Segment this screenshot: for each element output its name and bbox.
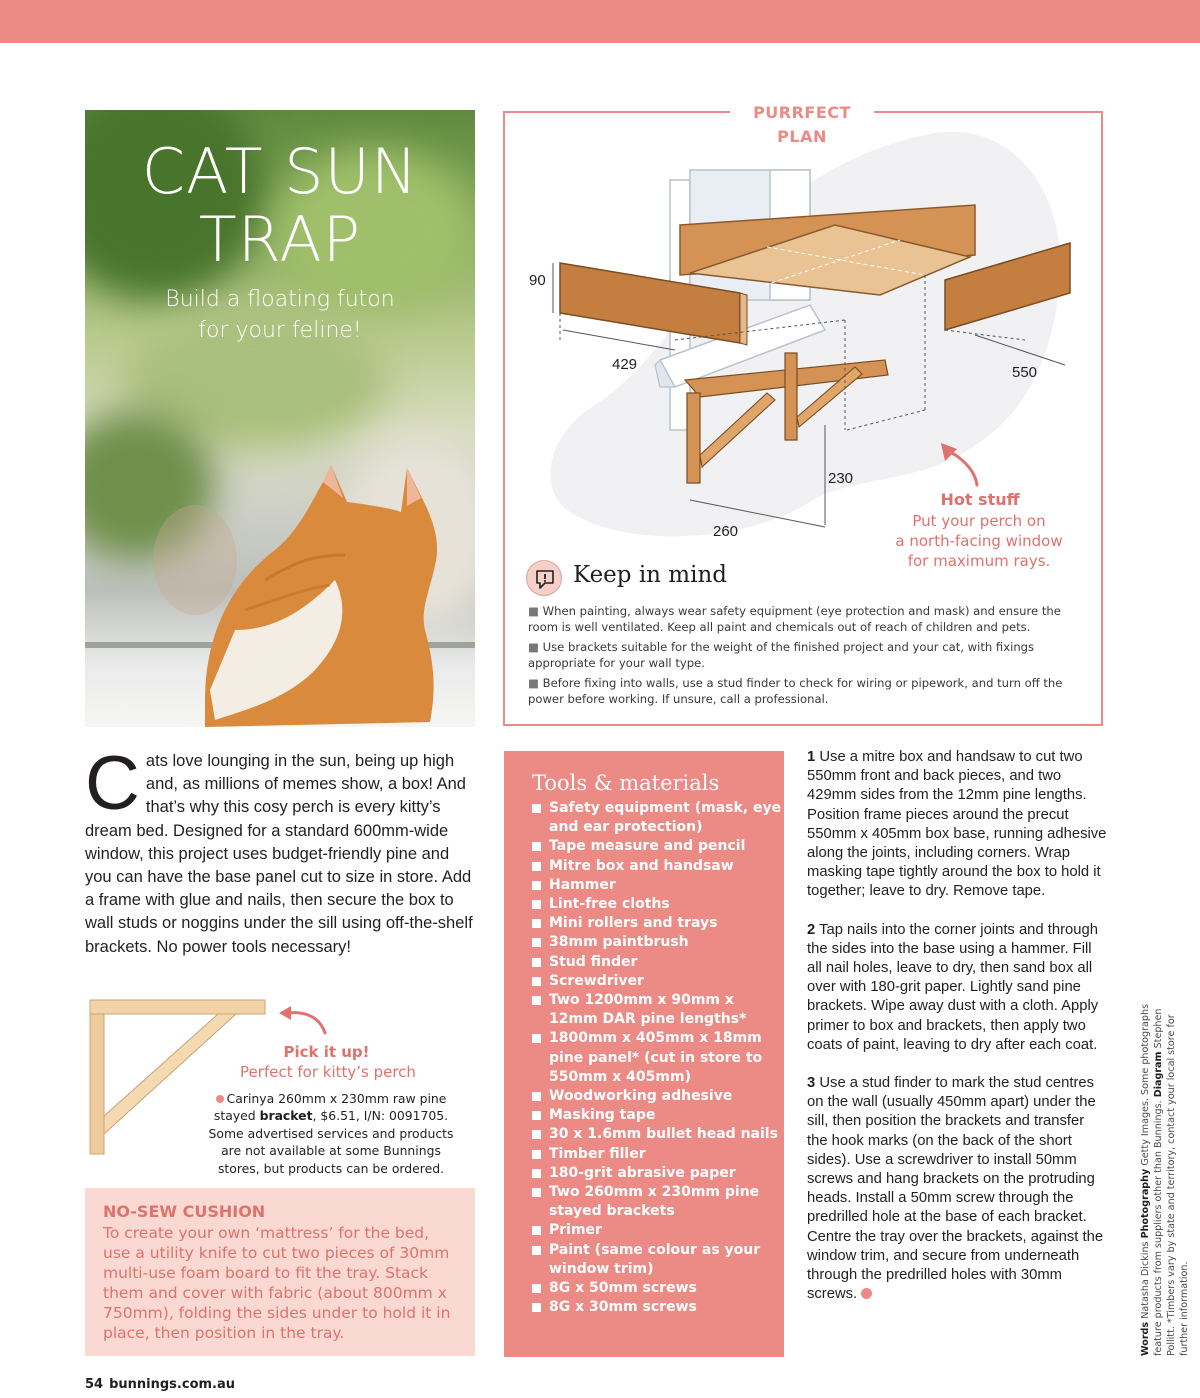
tool-item: Masking tape [532,1106,782,1125]
tool-item: Tape measure and pencil [532,837,782,856]
end-mark-icon [861,1288,872,1299]
dim-bracket-height: 230 [828,470,854,487]
keep-in-mind-item: ■ When painting, always wear safety equipment (eye protection and mask) and ensure the room is well ventilated. Keep all paint and chemicals out of reach of children and pets. [528,603,1088,635]
hero-title-line-1: CAT SUN [141,135,419,208]
tool-item: 30 x 1.6mm bullet head nails [532,1125,782,1144]
step-number: 1 [807,749,816,765]
tool-item: Timber filler [532,1145,782,1164]
step-number: 3 [807,1075,816,1092]
tool-item: Mini rollers and trays [532,914,782,933]
credit-photo: Getty Images. Some photographs feature products from suppliers other than Bunnings. [1140,1003,1164,1356]
tool-item: Hammer [532,876,782,895]
keep-in-mind-item: ■ Before fixing into walls, use a stud finder to check for wiring or pipework, and turn off the power before working. If unsure, call a professional. [528,675,1088,707]
no-sew-cushion-box [85,1188,475,1356]
front-panel-edge [740,293,747,345]
hero-subtitle-line-1: Build a floating futon [165,287,395,312]
plan-label: PURRFECT PLAN [730,101,874,125]
product-desc-post: , $6.51, I/N: 0091705. [312,1108,449,1124]
cushion-title: NO-SEW CUSHION [103,1202,266,1221]
hot-stuff-line-2: a north-facing window [895,532,1063,550]
drop-cap: C [85,741,140,826]
tool-item: 38mm paintbrush [532,933,782,952]
tool-item: Mitre box and handsaw [532,857,782,876]
dim-length: 550 [1012,364,1038,381]
step-text: Use a stud finder to mark the stud centres on the wall (usually 450mm apart) under the sill, then position the brackets and transfer the hook marks (on the back of the short sides). Use a screwdriver to install 50mm screws and hang brackets on the protruding heads. Install a 50mm screw through the predrilled hole at the base of each bracket. Centre the tray over the brackets, against the window trim, and secure from underneath through the predrilled holes with 30mm screws. [807,1075,1104,1303]
hot-stuff-title: Hot stuff [940,490,1020,509]
tools-title: Tools & materials [532,771,720,795]
dim-side: 429 [612,356,638,373]
exclamation-speech-icon [526,560,562,596]
intro-paragraph [85,741,475,959]
tool-item: Paint (same colour as your window trim) [532,1241,782,1279]
bullet-dot-icon [216,1095,224,1103]
tool-item: Two 1200mm x 90mm x 12mm DAR pine lengths* [532,991,782,1029]
tool-item: 8G x 30mm screws [532,1298,782,1317]
product-desc-bold: bracket [259,1108,313,1124]
step-2 [807,921,1107,1055]
hero-subtitle-line-2: for your feline! [198,318,362,343]
product-desc-pre: Carinya 260mm x 230mm raw pine stayed [213,1091,447,1124]
credit-words-label: Words [1140,1321,1151,1356]
cushion-body: To create your own ‘mattress’ for the bed, use a utility knife to cut two pieces of 30mm multi-use foam board to fit the tray. Stack them and cover with fabric (about 800mm x 750mm), folding the sides under to hold it in place, then position in the tray. [103,1224,451,1342]
hero-title [85,135,475,276]
pick-it-up-subtitle: Perfect for kitty’s perch [240,1063,416,1081]
tool-item: Safety equipment (mask, eye and ear protection) [532,799,782,837]
footer-site: bunnings.com.au [109,1377,236,1392]
keep-in-mind-list [528,603,1088,711]
tool-item: 8G x 50mm screws [532,1279,782,1298]
step-number: 2 [807,921,816,938]
bracket-leg-left [687,393,700,483]
bracket-leg-right [785,353,797,440]
page-number: 54 [85,1377,104,1392]
tool-item: Woodworking adhesive [532,1087,782,1106]
hot-stuff-line-3: for maximum rays. [907,552,1051,570]
credit-words: Natasha Dickins [1140,1241,1151,1319]
tools-materials-panel [504,751,784,1357]
hot-stuff-body [878,511,1080,571]
top-accent-bar [0,0,1200,43]
step-1 [807,748,1107,902]
tool-item: Screwdriver [532,972,782,991]
pick-it-up-title: Pick it up! [283,1043,370,1061]
tool-item: Lint-free cloths [532,895,782,914]
hero-subtitle [85,284,475,346]
hot-stuff-line-1: Put your perch on [912,512,1046,530]
tool-item: 1800mm x 405mm x 18mm pine panel* (cut in store to 550mm x 405mm) [532,1029,782,1087]
tool-item: Stud finder [532,953,782,972]
step-text: Use a mitre box and handsaw to cut two 550mm front and back pieces, and two 429mm sides from the 12mm pine lengths. Position frame pieces around the precut 550mm x 405mm box base, running adhesive along the joints, including corners. Wrap masking tape tightly around the box to hold it together; leave to dry. Remove tape. [807,749,1107,900]
instructions [807,748,1107,1323]
tool-item: Two 260mm x 230mm pine stayed brackets [532,1183,782,1221]
pick-arrow-icon [275,1003,335,1037]
tool-item: 180-grit abrasive paper [532,1164,782,1183]
tools-list [532,799,782,1317]
step-3 [807,1074,1107,1304]
hero-title-line-2: TRAP [198,203,362,276]
availability-disclaimer: Some advertised services and products are not available at some Bunnings stores, but products can be ordered. [208,1125,454,1176]
credit-photo-label: Photography [1140,1168,1151,1239]
credit-diagram: Stephen Pollitt. *Timbers vary by state and territory, contact your local store for further information. [1153,1008,1190,1356]
credits [1139,996,1191,1356]
keep-in-mind-item: ■ Use brackets suitable for the weight of the finished project and your cat, with fixings appropriate for your wall type. [528,639,1088,671]
credit-diagram-label: Diagram [1153,1051,1164,1098]
page-footer [85,1377,235,1392]
dim-bracket-width: 260 [713,523,739,540]
intro-text: ats love lounging in the sun, being up high and, as millions of memes show, a box! And that’s why this cosy perch is every kitty’s dream bed. Designed for a standard 600mm-wide window, this project uses budget-friendly pine and you can have the base panel cut to size in store. Add a frame with glue and nails, then secure the box to wall studs or noggins under the sill using off-the-shelf brackets. No power tools necessary! [85,752,473,956]
keep-in-mind-title: Keep in mind [573,562,728,588]
pick-it-up-details [200,1090,462,1177]
hero-photo [85,110,475,727]
step-text: Tap nails into the corner joints and through the sides into the base using a hammer. Fill all nail holes, leave to dry, then sand box all over with 180-grit paper. Lightly sand pine brackets. Wipe away dust with a cloth. Apply primer to box and brackets, then apply two coats of paint, leaving to dry after each coat. [807,921,1099,1053]
dim-height: 90 [529,272,546,289]
tool-item: Primer [532,1221,782,1240]
